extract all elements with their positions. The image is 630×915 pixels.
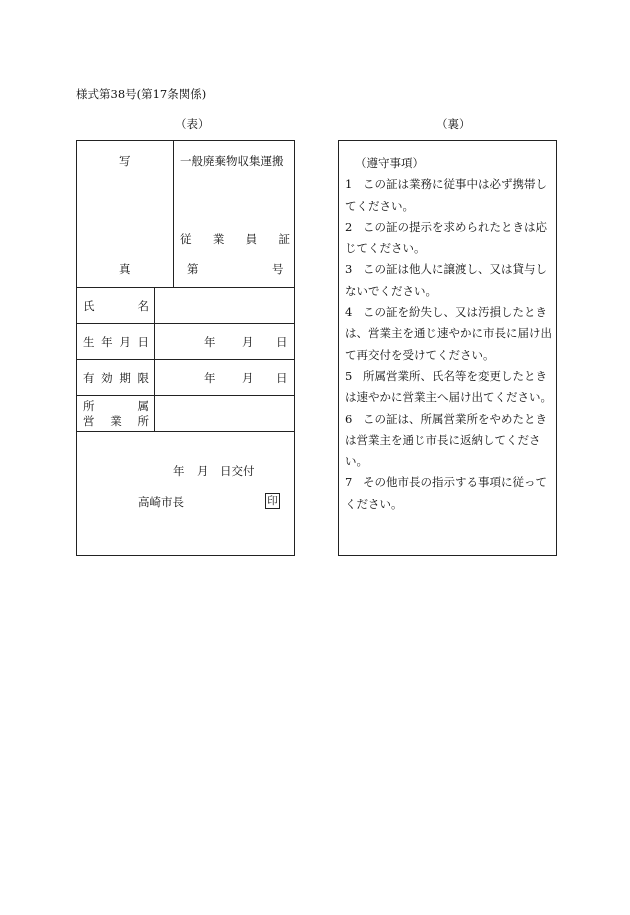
- compliance-heading: （遵守事項）: [355, 156, 424, 170]
- office-label-line1: 所 属: [83, 399, 149, 413]
- issue-date-year: 年: [173, 464, 185, 478]
- photo-label-top: 写: [119, 154, 131, 168]
- card-type-char: 業: [212, 232, 225, 246]
- front-card: [76, 140, 295, 556]
- name-label: 氏 名: [83, 299, 149, 313]
- validity-day: 日: [276, 371, 288, 385]
- card-type-char: 従: [180, 232, 192, 246]
- validity-month: 月: [242, 371, 254, 385]
- number-label-prefix: 第: [187, 262, 199, 276]
- compliance-item: 7 その他市長の指示する事項に従ってください。: [345, 475, 547, 511]
- front-side-label: （表）: [175, 117, 210, 131]
- card-type-title: [180, 231, 290, 247]
- card-type-char: 証: [278, 232, 290, 246]
- card-heading: 一般廃棄物収集運搬: [180, 154, 284, 168]
- birthdate-label: 生 年 月 日: [83, 335, 149, 349]
- issue-date-day: 日交付: [220, 464, 255, 478]
- compliance-item: 3 この証は他人に譲渡し、又は貸与しないでください。: [345, 262, 547, 298]
- photo-label-bottom: 真: [119, 262, 131, 276]
- issuer-name: 高崎市長: [138, 495, 184, 509]
- compliance-list: [345, 153, 552, 515]
- validity-label: 有 効 期 限: [83, 371, 149, 385]
- compliance-item: 1 この証は業務に従事中は必ず携帯してください。: [345, 177, 547, 213]
- birthdate-day: 日: [276, 335, 288, 349]
- seal-mark: 印: [265, 493, 280, 509]
- back-card: [338, 140, 557, 556]
- birthdate-month: 月: [242, 335, 254, 349]
- compliance-item: 4 この証を紛失し、又は汚損したときは、営業主を通じ速やかに市長に届け出て再交付を受けてください。: [345, 305, 552, 362]
- validity-year: 年: [204, 371, 216, 385]
- number-label-suffix: 号: [272, 262, 284, 276]
- birthdate-year: 年: [204, 335, 216, 349]
- row-divider: [77, 287, 294, 288]
- issue-date-month: 月: [197, 464, 209, 478]
- compliance-item: 5 所属営業所、氏名等を変更したときは速やかに営業主へ届け出てください。: [345, 368, 552, 405]
- back-side-label: （裏）: [436, 117, 471, 131]
- photo-divider: [173, 141, 174, 287]
- row-divider: [77, 359, 294, 360]
- form-number-title: 様式第38号(第17条関係): [76, 87, 207, 101]
- label-column-divider: [154, 287, 155, 431]
- card-type-char: 員: [245, 232, 258, 246]
- row-divider: [77, 431, 294, 432]
- row-divider: [77, 323, 294, 324]
- compliance-item: 6 この証は、所属営業所をやめたときは営業主を通じ市長に返納してください。: [345, 411, 547, 469]
- compliance-item: 2 この証の提示を求められたときは応じてください。: [345, 219, 547, 256]
- row-divider: [77, 395, 294, 396]
- office-label-line2: 営 業 所: [83, 414, 149, 428]
